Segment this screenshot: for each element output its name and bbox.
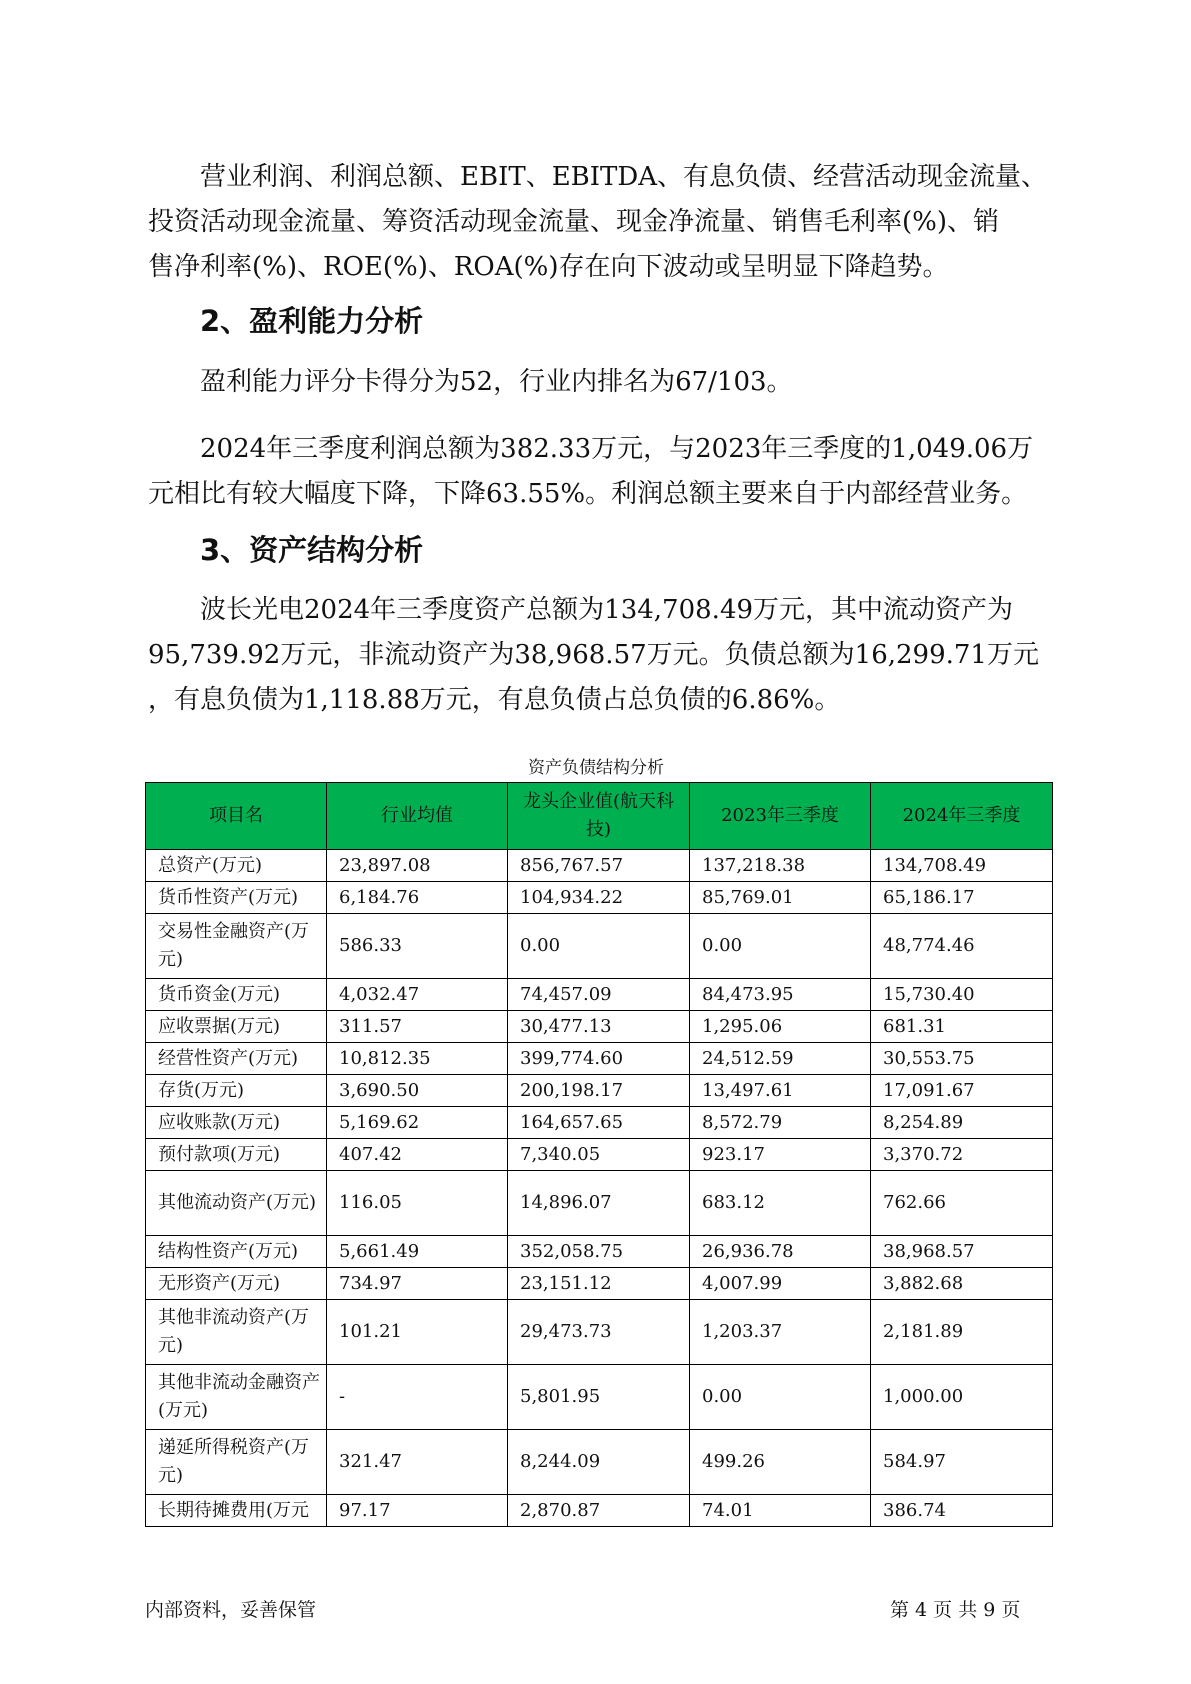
intro-line-3: 售净利率(%)、ROE(%)、ROA(%)存在向下波动或呈明显下降趋势。 [148, 252, 949, 282]
row-value-cell: 586.33 [327, 914, 508, 979]
row-item-name: 总资产(万元) [146, 850, 327, 882]
row-value-cell: 7,340.05 [508, 1139, 690, 1171]
row-value-cell: 683.12 [690, 1171, 871, 1236]
row-value-cell: 4,032.47 [327, 979, 508, 1011]
table-row [146, 1495, 1053, 1527]
row-value-cell: 499.26 [690, 1430, 871, 1495]
table-header-row [146, 783, 1053, 850]
row-value-cell: 856,767.57 [508, 850, 690, 882]
header-2024-q3: 2024年三季度 [871, 783, 1053, 850]
table-row [146, 1011, 1053, 1043]
row-value-cell: 26,936.78 [690, 1236, 871, 1268]
table-row [146, 979, 1053, 1011]
row-item-name: 递延所得税资产(万元) [146, 1430, 327, 1495]
row-value-cell: 2,181.89 [871, 1300, 1053, 1365]
row-value-cell: 116.05 [327, 1171, 508, 1236]
section-2-heading: 2、盈利能力分析 [200, 304, 424, 338]
row-value-cell: 13,497.61 [690, 1075, 871, 1107]
row-value-cell: 4,007.99 [690, 1268, 871, 1300]
row-value-cell: 584.97 [871, 1430, 1053, 1495]
row-value-cell: 85,769.01 [690, 882, 871, 914]
table-row [146, 1236, 1053, 1268]
row-value-cell: 38,968.57 [871, 1236, 1053, 1268]
row-value-cell: 15,730.40 [871, 979, 1053, 1011]
row-value-cell: 29,473.73 [508, 1300, 690, 1365]
row-item-name: 其他非流动金融资产(万元) [146, 1365, 327, 1430]
row-value-cell: 352,058.75 [508, 1236, 690, 1268]
table-row [146, 882, 1053, 914]
table-row [146, 1365, 1053, 1430]
table-row [146, 850, 1053, 882]
row-value-cell: 0.00 [508, 914, 690, 979]
row-value-cell: 48,774.46 [871, 914, 1053, 979]
row-value-cell: 3,690.50 [327, 1075, 508, 1107]
table-row [146, 914, 1053, 979]
table-row [146, 1043, 1053, 1075]
row-item-name: 预付款项(万元) [146, 1139, 327, 1171]
header-industry-avg: 行业均值 [327, 783, 508, 850]
row-value-cell: 30,477.13 [508, 1011, 690, 1043]
table-body [146, 850, 1053, 1527]
row-value-cell: 5,801.95 [508, 1365, 690, 1430]
asset-paragraph [148, 588, 1048, 723]
row-value-cell: 137,218.38 [690, 850, 871, 882]
header-item-name: 项目名 [146, 783, 327, 850]
intro-line-1: 营业利润、利润总额、EBIT、EBITDA、有息负债、经营活动现金流量、 [200, 162, 1048, 192]
row-value-cell: 734.97 [327, 1268, 508, 1300]
row-value-cell: 321.47 [327, 1430, 508, 1495]
row-item-name: 其他流动资产(万元) [146, 1171, 327, 1236]
row-value-cell: 762.66 [871, 1171, 1053, 1236]
row-value-cell: 923.17 [690, 1139, 871, 1171]
row-item-name: 其他非流动资产(万元) [146, 1300, 327, 1365]
table-row [146, 1430, 1053, 1495]
profit-paragraph [148, 427, 1048, 517]
intro-paragraph [148, 155, 1048, 290]
row-value-cell: 1,295.06 [690, 1011, 871, 1043]
row-value-cell: 74.01 [690, 1495, 871, 1527]
row-value-cell: 84,473.95 [690, 979, 871, 1011]
asset-line-3: ，有息负债为1,118.88万元，有息负债占总负债的6.86%。 [148, 685, 841, 715]
row-value-cell: 0.00 [690, 914, 871, 979]
row-item-name: 长期待摊费用(万元 [146, 1495, 327, 1527]
row-value-cell: 17,091.67 [871, 1075, 1053, 1107]
row-value-cell: 23,151.12 [508, 1268, 690, 1300]
row-value-cell: 1,000.00 [871, 1365, 1053, 1430]
footer-confidential: 内部资料，妥善保管 [145, 1599, 317, 1621]
table-row [146, 1107, 1053, 1139]
row-value-cell: 14,896.07 [508, 1171, 690, 1236]
footer-page-number: 第 4 页 共 9 页 [890, 1599, 1021, 1621]
balance-structure-table [145, 782, 1053, 1527]
header-2023-q3: 2023年三季度 [690, 783, 871, 850]
row-value-cell: 3,370.72 [871, 1139, 1053, 1171]
row-value-cell: 6,184.76 [327, 882, 508, 914]
row-value-cell: 2,870.87 [508, 1495, 690, 1527]
row-item-name: 货币资金(万元) [146, 979, 327, 1011]
row-value-cell: 97.17 [327, 1495, 508, 1527]
row-value-cell: 311.57 [327, 1011, 508, 1043]
row-value-cell: 74,457.09 [508, 979, 690, 1011]
asset-line-2: 95,739.92万元，非流动资产为38,968.57万元。负债总额为16,299.71万元 [148, 640, 1039, 670]
row-value-cell: 8,244.09 [508, 1430, 690, 1495]
row-item-name: 应收账款(万元) [146, 1107, 327, 1139]
profit-line-2: 元相比有较大幅度下降，下降63.55%。利润总额主要来自于内部经营业务。 [148, 479, 1028, 509]
row-value-cell: 30,553.75 [871, 1043, 1053, 1075]
row-item-name: 应收票据(万元) [146, 1011, 327, 1043]
row-value-cell: 5,661.49 [327, 1236, 508, 1268]
row-value-cell: 681.31 [871, 1011, 1053, 1043]
row-value-cell: 8,254.89 [871, 1107, 1053, 1139]
row-value-cell: 1,203.37 [690, 1300, 871, 1365]
row-value-cell: 407.42 [327, 1139, 508, 1171]
row-value-cell: - [327, 1365, 508, 1430]
row-item-name: 交易性金融资产(万元) [146, 914, 327, 979]
row-item-name: 经营性资产(万元) [146, 1043, 327, 1075]
row-value-cell: 3,882.68 [871, 1268, 1053, 1300]
row-value-cell: 5,169.62 [327, 1107, 508, 1139]
row-value-cell: 23,897.08 [327, 850, 508, 882]
table-caption: 资产负债结构分析 [528, 758, 664, 778]
section-3-heading: 3、资产结构分析 [200, 533, 424, 567]
row-value-cell: 10,812.35 [327, 1043, 508, 1075]
row-value-cell: 386.74 [871, 1495, 1053, 1527]
table-row [146, 1171, 1053, 1236]
row-item-name: 货币性资产(万元) [146, 882, 327, 914]
row-item-name: 存货(万元) [146, 1075, 327, 1107]
score-line: 盈利能力评分卡得分为52，行业内排名为67/103。 [200, 367, 793, 397]
row-value-cell: 200,198.17 [508, 1075, 690, 1107]
table-row [146, 1300, 1053, 1365]
row-value-cell: 65,186.17 [871, 882, 1053, 914]
row-value-cell: 399,774.60 [508, 1043, 690, 1075]
table-row [146, 1139, 1053, 1171]
row-value-cell: 134,708.49 [871, 850, 1053, 882]
row-value-cell: 104,934.22 [508, 882, 690, 914]
row-item-name: 结构性资产(万元) [146, 1236, 327, 1268]
table-row [146, 1075, 1053, 1107]
row-value-cell: 24,512.59 [690, 1043, 871, 1075]
row-value-cell: 8,572.79 [690, 1107, 871, 1139]
profit-line-1: 2024年三季度利润总额为382.33万元，与2023年三季度的1,049.06万 [200, 434, 1034, 464]
row-value-cell: 101.21 [327, 1300, 508, 1365]
row-value-cell: 164,657.65 [508, 1107, 690, 1139]
asset-line-1: 波长光电2024年三季度资产总额为134,708.49万元，其中流动资产为 [200, 595, 1014, 625]
intro-line-2: 投资活动现金流量、筹资活动现金流量、现金净流量、销售毛利率(%)、销 [148, 207, 999, 237]
score-paragraph [148, 360, 1048, 405]
row-value-cell: 0.00 [690, 1365, 871, 1430]
row-item-name: 无形资产(万元) [146, 1268, 327, 1300]
header-leader-value: 龙头企业值(航天科技) [508, 783, 690, 850]
table-row [146, 1268, 1053, 1300]
